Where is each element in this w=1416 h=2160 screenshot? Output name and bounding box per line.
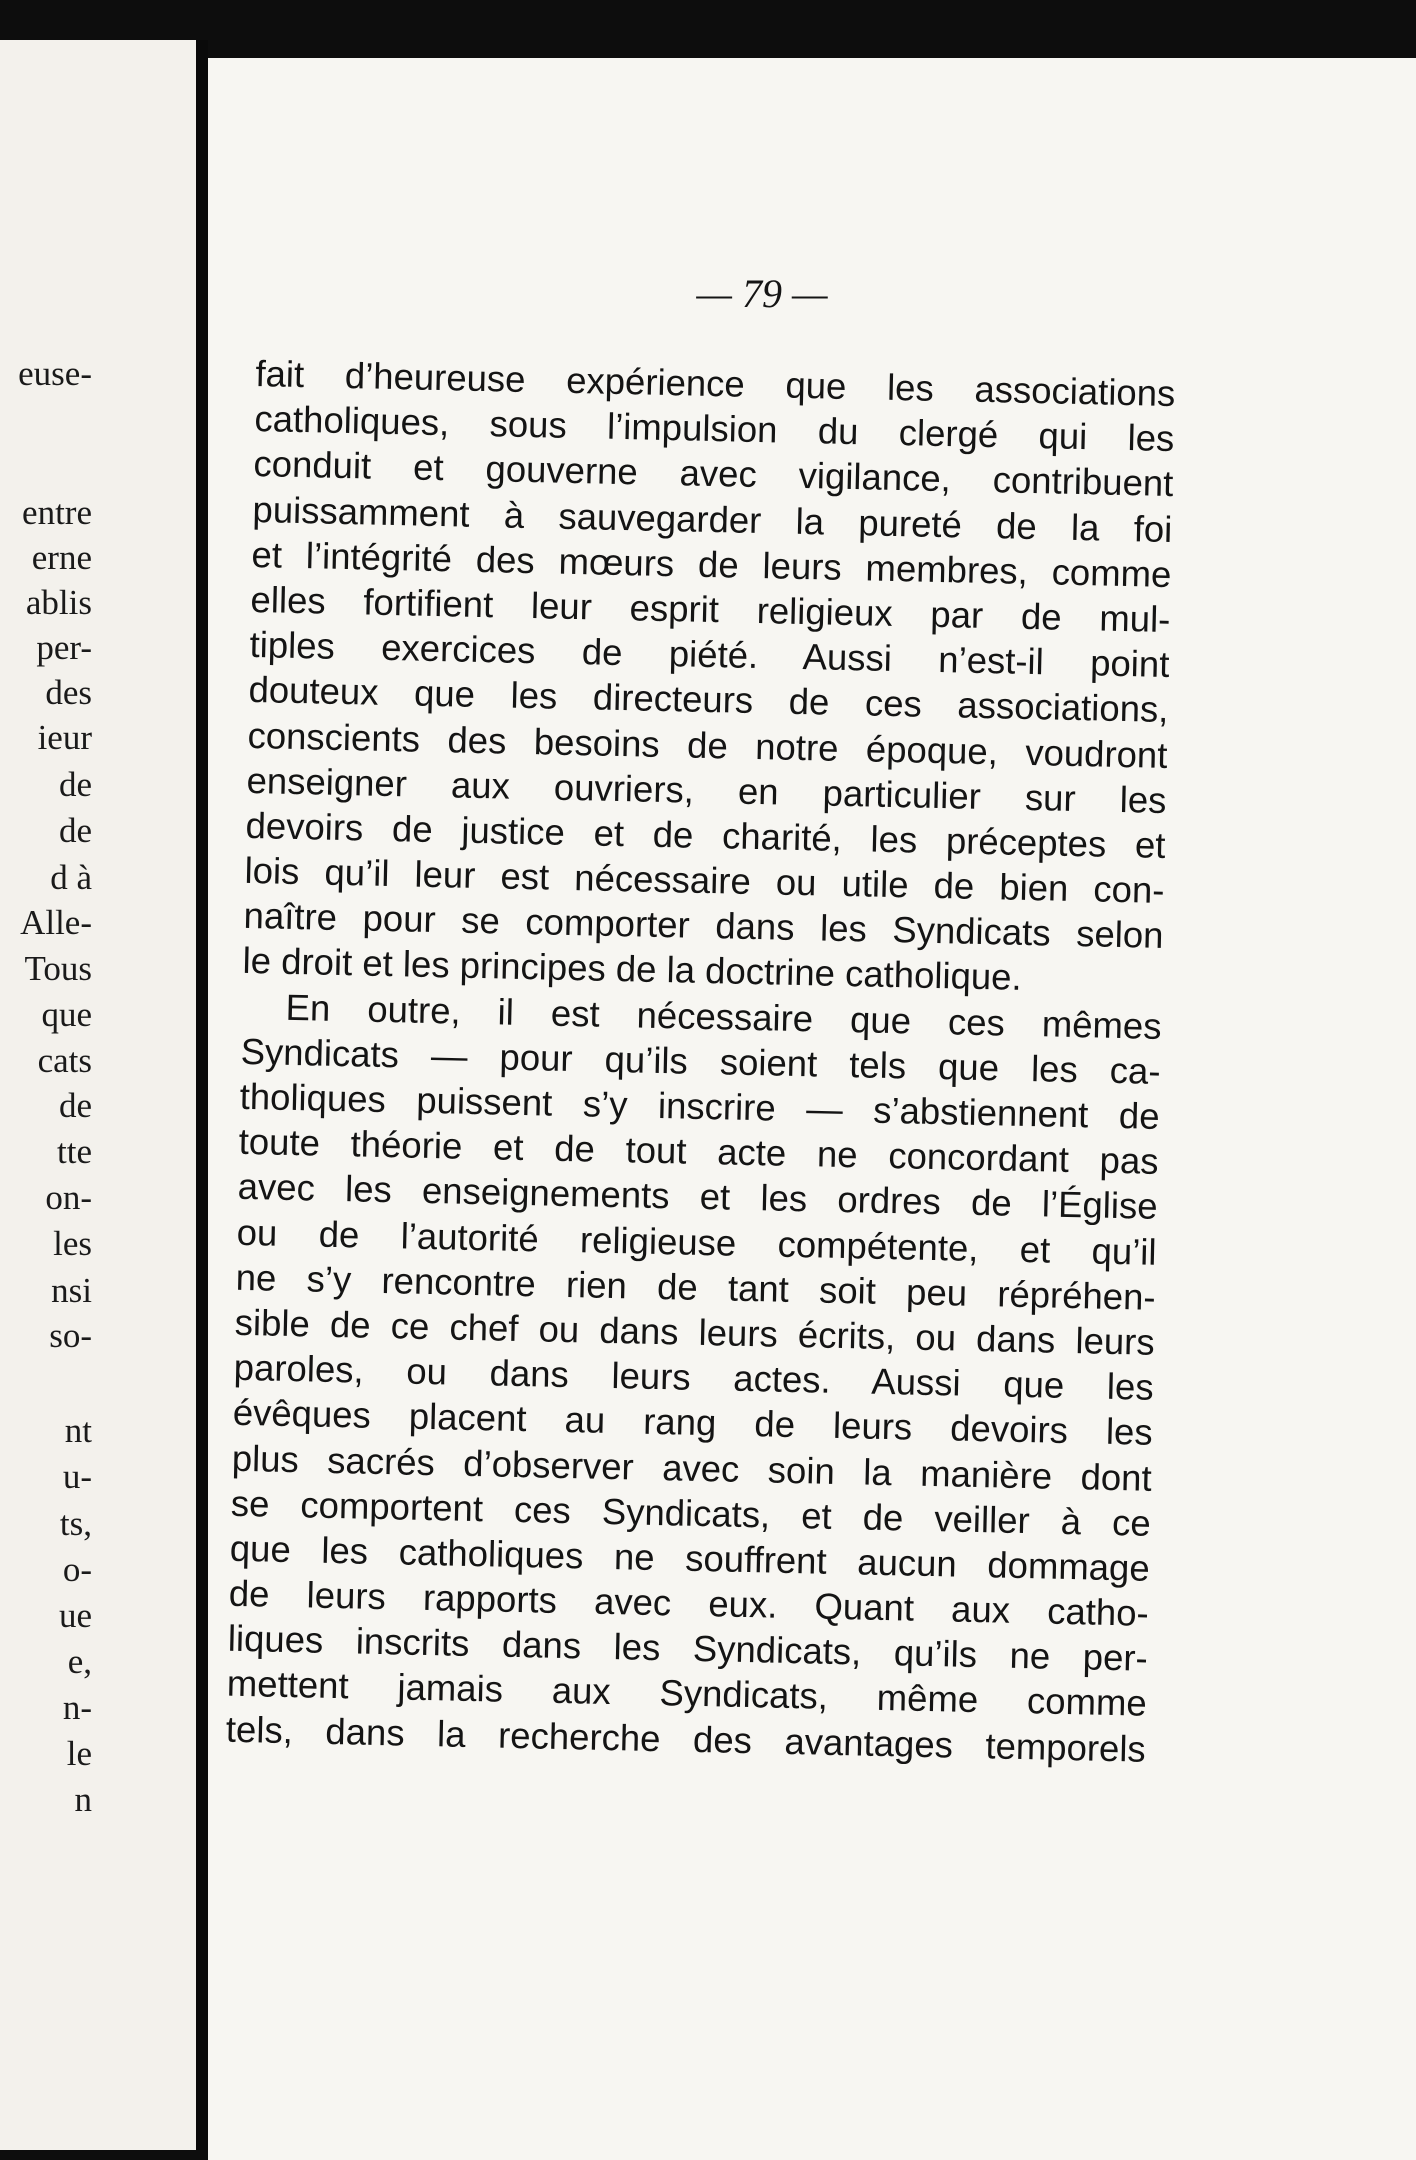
current-page [208,58,1416,2160]
text-line: catholiques, sous l’impulsion du clergé qui les [254,398,1175,460]
left-line: euse- [18,354,92,393]
text-line: plus sacrés d’observer avec soin la manière dont [231,1437,1153,1499]
left-line: entre [22,493,92,532]
page-body [225,351,1175,1772]
text-line: paroles, ou dans leurs actes. Aussi que les [233,1346,1155,1408]
text-line: conduit et gouverne avec vigilance, contribuent [253,443,1174,505]
left-line: de [58,765,92,804]
text-line: de leurs rapports avec eux. Quant aux catho- [228,1572,1150,1634]
page-gutter [196,40,208,2150]
text-line: elles fortifient leur esprit religieux par de mul- [250,578,1171,640]
text-line: ne s’y rencontre rien de tant soit peu répréhen- [235,1256,1157,1318]
left-line: ablis [25,583,92,622]
text-line: sible de ce chef ou dans leurs écrits, ou dans leurs [234,1301,1156,1363]
paragraph-first-line: En outre, il est nécessaire que ces mêmes [285,986,1162,1047]
text-line: ou de l’autorité religieuse compétente, et qu’il [236,1211,1158,1273]
text-line: toute théorie et de tout acte ne concordant pas [238,1121,1159,1183]
left-line: n- [62,1688,92,1727]
text-line: douteux que les directeurs de ces associations, [248,669,1169,731]
text-line: et l’intégrité des mœurs de leurs membres, comme [251,533,1172,595]
text-line: tholiques puissent s’y inscrire — s’abstiennent de [239,1075,1160,1137]
left-line: on- [45,1178,92,1217]
left-line: des [45,673,92,712]
left-line: le [66,1734,92,1773]
text-line: se comportent ces Syndicats, et de veiller à ce [230,1482,1152,1544]
text-line: naître pour se comporter dans les Syndicats selon [243,895,1164,957]
left-line: u- [62,1457,92,1496]
text-line: devoirs de justice et de charité, les préceptes et [245,804,1166,866]
left-line: e, [67,1642,92,1681]
page-number: — 79 — [696,271,828,316]
left-line: Tous [24,949,92,988]
left-line: n [74,1780,92,1819]
left-line: so- [49,1316,92,1355]
text-line: lois qu’il leur est nécessaire ou utile de bien con- [244,849,1165,912]
text-line: fait d’heureuse expérience que les associations [255,352,1176,415]
left-line: erne [31,538,92,577]
left-line: Alle- [20,903,92,942]
left-line: de [58,1086,92,1125]
left-line: tte [57,1132,92,1171]
text-line: puissamment à sauvegarder la pureté de la foi [252,488,1173,550]
text-line: tels, dans la recherche des avantages temporels [225,1708,1147,1770]
text-line: enseigner aux ouvriers, en particulier sur les [246,759,1167,821]
left-line: per- [36,628,92,667]
left-line: ieur [37,718,92,757]
text-line: le droit et les principes de la doctrine catholique. [242,940,1023,999]
previous-page-fragment [0,40,196,2150]
text-line: avec les enseignements et les ordres de l’Église [237,1166,1158,1228]
left-line: ue [58,1596,92,1635]
left-line: d à [50,858,92,897]
text-line: Syndicats — pour qu’ils soient tels que les ca- [240,1030,1161,1092]
text-line: mettent jamais aux Syndicats, même comme [226,1663,1148,1725]
left-line: nt [64,1411,92,1450]
left-line: ts, [59,1504,92,1543]
left-line: les [53,1224,92,1263]
left-line: de [58,811,92,850]
left-line: nsi [51,1271,92,1310]
text-line: liques inscrits dans les Syndicats, qu’ils ne per- [227,1617,1149,1680]
left-line: o- [62,1550,92,1589]
text-line: conscients des besoins de notre époque, voudront [247,714,1168,776]
left-line: cats [37,1041,92,1080]
text-line: que les catholiques ne souffrent aucun dommage [229,1527,1151,1589]
text-line: tiples exercices de piété. Aussi n’est-il point [249,624,1170,686]
text-line: évêques placent au rang de leurs devoirs les [232,1392,1154,1454]
left-line: que [41,995,92,1034]
